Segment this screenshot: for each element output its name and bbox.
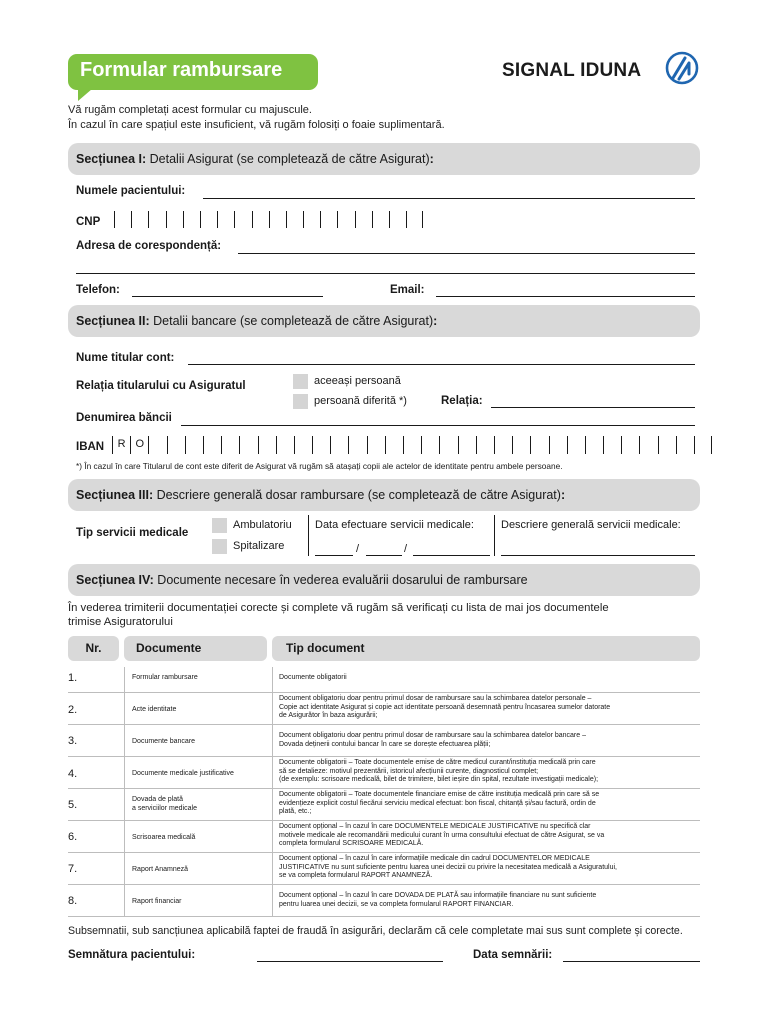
row-document: Documente medicale justificative bbox=[132, 770, 234, 777]
table-header-type: Tip document bbox=[272, 636, 700, 661]
phone-label: Telefon: bbox=[76, 284, 120, 296]
service-column-divider bbox=[308, 515, 309, 556]
table-row bbox=[68, 789, 700, 821]
address-field-line-2[interactable] bbox=[76, 273, 695, 274]
relation-field[interactable] bbox=[491, 407, 695, 408]
section-2-title: Detalii bancare (se completează de către Asigurat) bbox=[149, 314, 434, 328]
section-4-title: Documente necesare în vederea evaluării dosarului de rambursare bbox=[153, 573, 528, 587]
iban-field[interactable] bbox=[112, 436, 712, 454]
service-date-day-field[interactable] bbox=[315, 555, 353, 556]
hospital-checkbox[interactable] bbox=[212, 539, 227, 554]
table-row bbox=[68, 821, 700, 853]
form-title-tab bbox=[68, 54, 318, 90]
row-document: Dovada de plată a serviciilor medicale bbox=[132, 796, 197, 812]
service-type-label: Tip servicii medicale bbox=[76, 527, 189, 539]
section-1-title: Detalii Asigurat (se completează de către Asigurat) bbox=[146, 152, 430, 166]
patient-name-label: Numele pacientului: bbox=[76, 185, 186, 197]
section-1-number: Secțiunea I: bbox=[76, 152, 147, 166]
section-4-intro-1: În vederea trimiterii documentației corecte și complete vă rugăm să verificați cu lista de mai jos documentele bbox=[68, 602, 609, 614]
row-document-type: Document opțional – în cazul în care DOCUMENTELE MEDICALE JUSTIFICATIVE nu specifică clar motivele medicale ale recomandării medicului curant în urma consultului efectuat de către Asigurat, se va completa formularul SCRISOARE MEDICALĂ. bbox=[279, 823, 605, 848]
section-1-header bbox=[68, 143, 700, 175]
row-number: 6. bbox=[68, 831, 78, 843]
different-person-label: persoană diferită *) bbox=[314, 395, 407, 407]
signal-iduna-logo-icon bbox=[664, 51, 700, 85]
table-row bbox=[68, 885, 700, 917]
table-column-divider bbox=[124, 667, 125, 917]
row-document-type: Document opțional – în cazul în care DOVADA DE PLATĂ sau informațiile financiare nu sunt suficiente pentru luarea unei decizii, se va completa formularul RAPORT FINANCIAR. bbox=[279, 892, 597, 908]
section-2-number: Secțiunea II: bbox=[76, 314, 150, 328]
service-date-label: Data efectuare servicii medicale: bbox=[315, 519, 474, 531]
iban-footnote: *) În cazul în care Titularul de cont este diferit de Asigurat vă rugăm să atașați copii ale actelor de identitate pentru ambele persoane. bbox=[76, 461, 563, 471]
intro-text-1: Vă rugăm completați acest formular cu majuscule. bbox=[68, 104, 312, 116]
email-field[interactable] bbox=[436, 296, 695, 297]
section-3-header bbox=[68, 479, 700, 511]
table-header-documents: Documente bbox=[124, 636, 267, 661]
date-separator: / bbox=[404, 543, 408, 555]
iban-prefix-letter: O bbox=[130, 436, 148, 454]
cnp-label: CNP bbox=[76, 216, 101, 228]
section-3-colon: : bbox=[560, 488, 566, 502]
row-number: 2. bbox=[68, 704, 78, 716]
row-document: Acte identitate bbox=[132, 706, 177, 713]
row-number: 5. bbox=[68, 799, 78, 811]
hospital-label: Spitalizare bbox=[233, 540, 285, 552]
section-3-title: Descriere generală dosar rambursare (se completează de către Asigurat) bbox=[153, 488, 561, 502]
section-1-colon: : bbox=[429, 152, 434, 166]
service-description-field[interactable] bbox=[501, 555, 695, 556]
row-document: Raport financiar bbox=[132, 898, 182, 905]
signature-date-field[interactable] bbox=[563, 961, 700, 962]
table-row bbox=[68, 693, 700, 725]
iban-prefix-letter: R bbox=[112, 436, 130, 454]
declaration-text: Subsemnatii, sub sancțiunea aplicabilă faptei de fraudă în asigurări, declarăm că cele completate mai sus sunt complete și corecte. bbox=[68, 925, 683, 937]
row-document: Raport Anamneză bbox=[132, 866, 189, 873]
email-label: Email: bbox=[390, 284, 425, 296]
form-title: Formular rambursare bbox=[80, 59, 283, 81]
bank-name-label: Denumirea băncii bbox=[76, 412, 172, 424]
intro-text-2: În cazul în care spațiul este insuficient, vă rugăm folosiți o foaie suplimentară. bbox=[68, 119, 445, 131]
row-document-type: Documente obligatorii – Toate documentele emise de către medicul curant/instituția medicală prin care să se detalieze: motivul prezentării, istoricul afecțiunii curente, diagnosticul complet; (de exemplu: scrisoare medicală, bilet de trimitere, bilet ieșire din spital, rezultate investigații medicale); bbox=[279, 759, 599, 784]
phone-field[interactable] bbox=[132, 296, 323, 297]
address-label: Adresa de corespondență: bbox=[76, 240, 222, 252]
outpatient-label: Ambulatoriu bbox=[233, 519, 292, 531]
row-document-type: Documente obligatorii – Toate documentele financiare emise de către instituția medicală prin care să se evidențieze explicit costul fiecărui serviciu medical efectuat: bon fiscal, chitanță și/sau factură, ordin de plată, etc.; bbox=[279, 791, 600, 816]
row-document-type: Document opțional – în cazul în care informațiile medicale din cadrul DOCUMENTELOR MEDICALE JUSTIFICATIVE nu sunt suficiente pentru luarea unei decizii cu privire la necesitatea medicală a Asiguratului, se va completa formularul RAPORT ANAMNEZĂ. bbox=[279, 855, 617, 880]
signature-label: Semnătura pacientului: bbox=[68, 949, 196, 961]
address-field-line-1[interactable] bbox=[238, 253, 695, 254]
row-number: 3. bbox=[68, 735, 78, 747]
row-document: Scrisoarea medicală bbox=[132, 834, 196, 841]
service-date-year-field[interactable] bbox=[413, 555, 490, 556]
same-person-checkbox[interactable] bbox=[293, 374, 308, 389]
relation-field-label: Relația: bbox=[441, 395, 483, 407]
row-document-type: Documente obligatorii bbox=[279, 674, 347, 681]
different-person-checkbox[interactable] bbox=[293, 394, 308, 409]
cnp-field[interactable] bbox=[114, 211, 423, 228]
service-description-label: Descriere generală servicii medicale: bbox=[501, 519, 681, 531]
table-header-nr: Nr. bbox=[68, 636, 119, 661]
iban-label: IBAN bbox=[76, 441, 105, 453]
table-row bbox=[68, 757, 700, 789]
section-4-number: Secțiunea IV: bbox=[76, 573, 154, 587]
row-number: 4. bbox=[68, 768, 78, 780]
account-holder-label: Nume titular cont: bbox=[76, 352, 175, 364]
row-number: 1. bbox=[68, 672, 78, 684]
brand-name: SIGNAL IDUNA bbox=[502, 60, 642, 81]
outpatient-checkbox[interactable] bbox=[212, 518, 227, 533]
section-2-colon: : bbox=[433, 314, 438, 328]
row-document: Documente bancare bbox=[132, 738, 196, 745]
signature-field[interactable] bbox=[257, 961, 443, 962]
row-document: Formular rambursare bbox=[132, 674, 198, 681]
row-document-type: Document obligatoriu doar pentru primul dosar de rambursare sau la schimbarea datelor personale – Copie act identitate Asigurat și copie act identitate persoană desemnată pentru încasarea sumelor datorate de Asigurător în baza asigurării; bbox=[279, 695, 611, 720]
description-column-divider bbox=[494, 515, 495, 556]
section-3-number: Secțiunea III: bbox=[76, 488, 154, 502]
table-column-divider bbox=[272, 667, 273, 917]
relation-label: Relația titularului cu Asiguratul bbox=[76, 380, 246, 392]
row-number: 8. bbox=[68, 895, 78, 907]
account-holder-field[interactable] bbox=[188, 364, 695, 365]
row-document-type: Document obligatoriu doar pentru primul dosar de rambursare sau la schimbarea datelor bancare – Dovada deținerii contului bancar în care se dorește efectuarea plății; bbox=[279, 732, 586, 748]
section-2-header bbox=[68, 305, 700, 337]
section-4-header bbox=[68, 564, 700, 596]
row-number: 7. bbox=[68, 863, 78, 875]
same-person-label: aceeași persoană bbox=[314, 375, 401, 387]
table-row bbox=[68, 853, 700, 885]
service-date-month-field[interactable] bbox=[366, 555, 402, 556]
bank-name-field[interactable] bbox=[181, 425, 695, 426]
table-row bbox=[68, 667, 700, 693]
patient-name-field[interactable] bbox=[203, 198, 695, 199]
table-row bbox=[68, 725, 700, 757]
date-separator: / bbox=[356, 543, 360, 555]
section-4-intro-2: trimise Asiguratorului bbox=[68, 616, 173, 628]
signature-date-label: Data semnării: bbox=[473, 949, 553, 961]
